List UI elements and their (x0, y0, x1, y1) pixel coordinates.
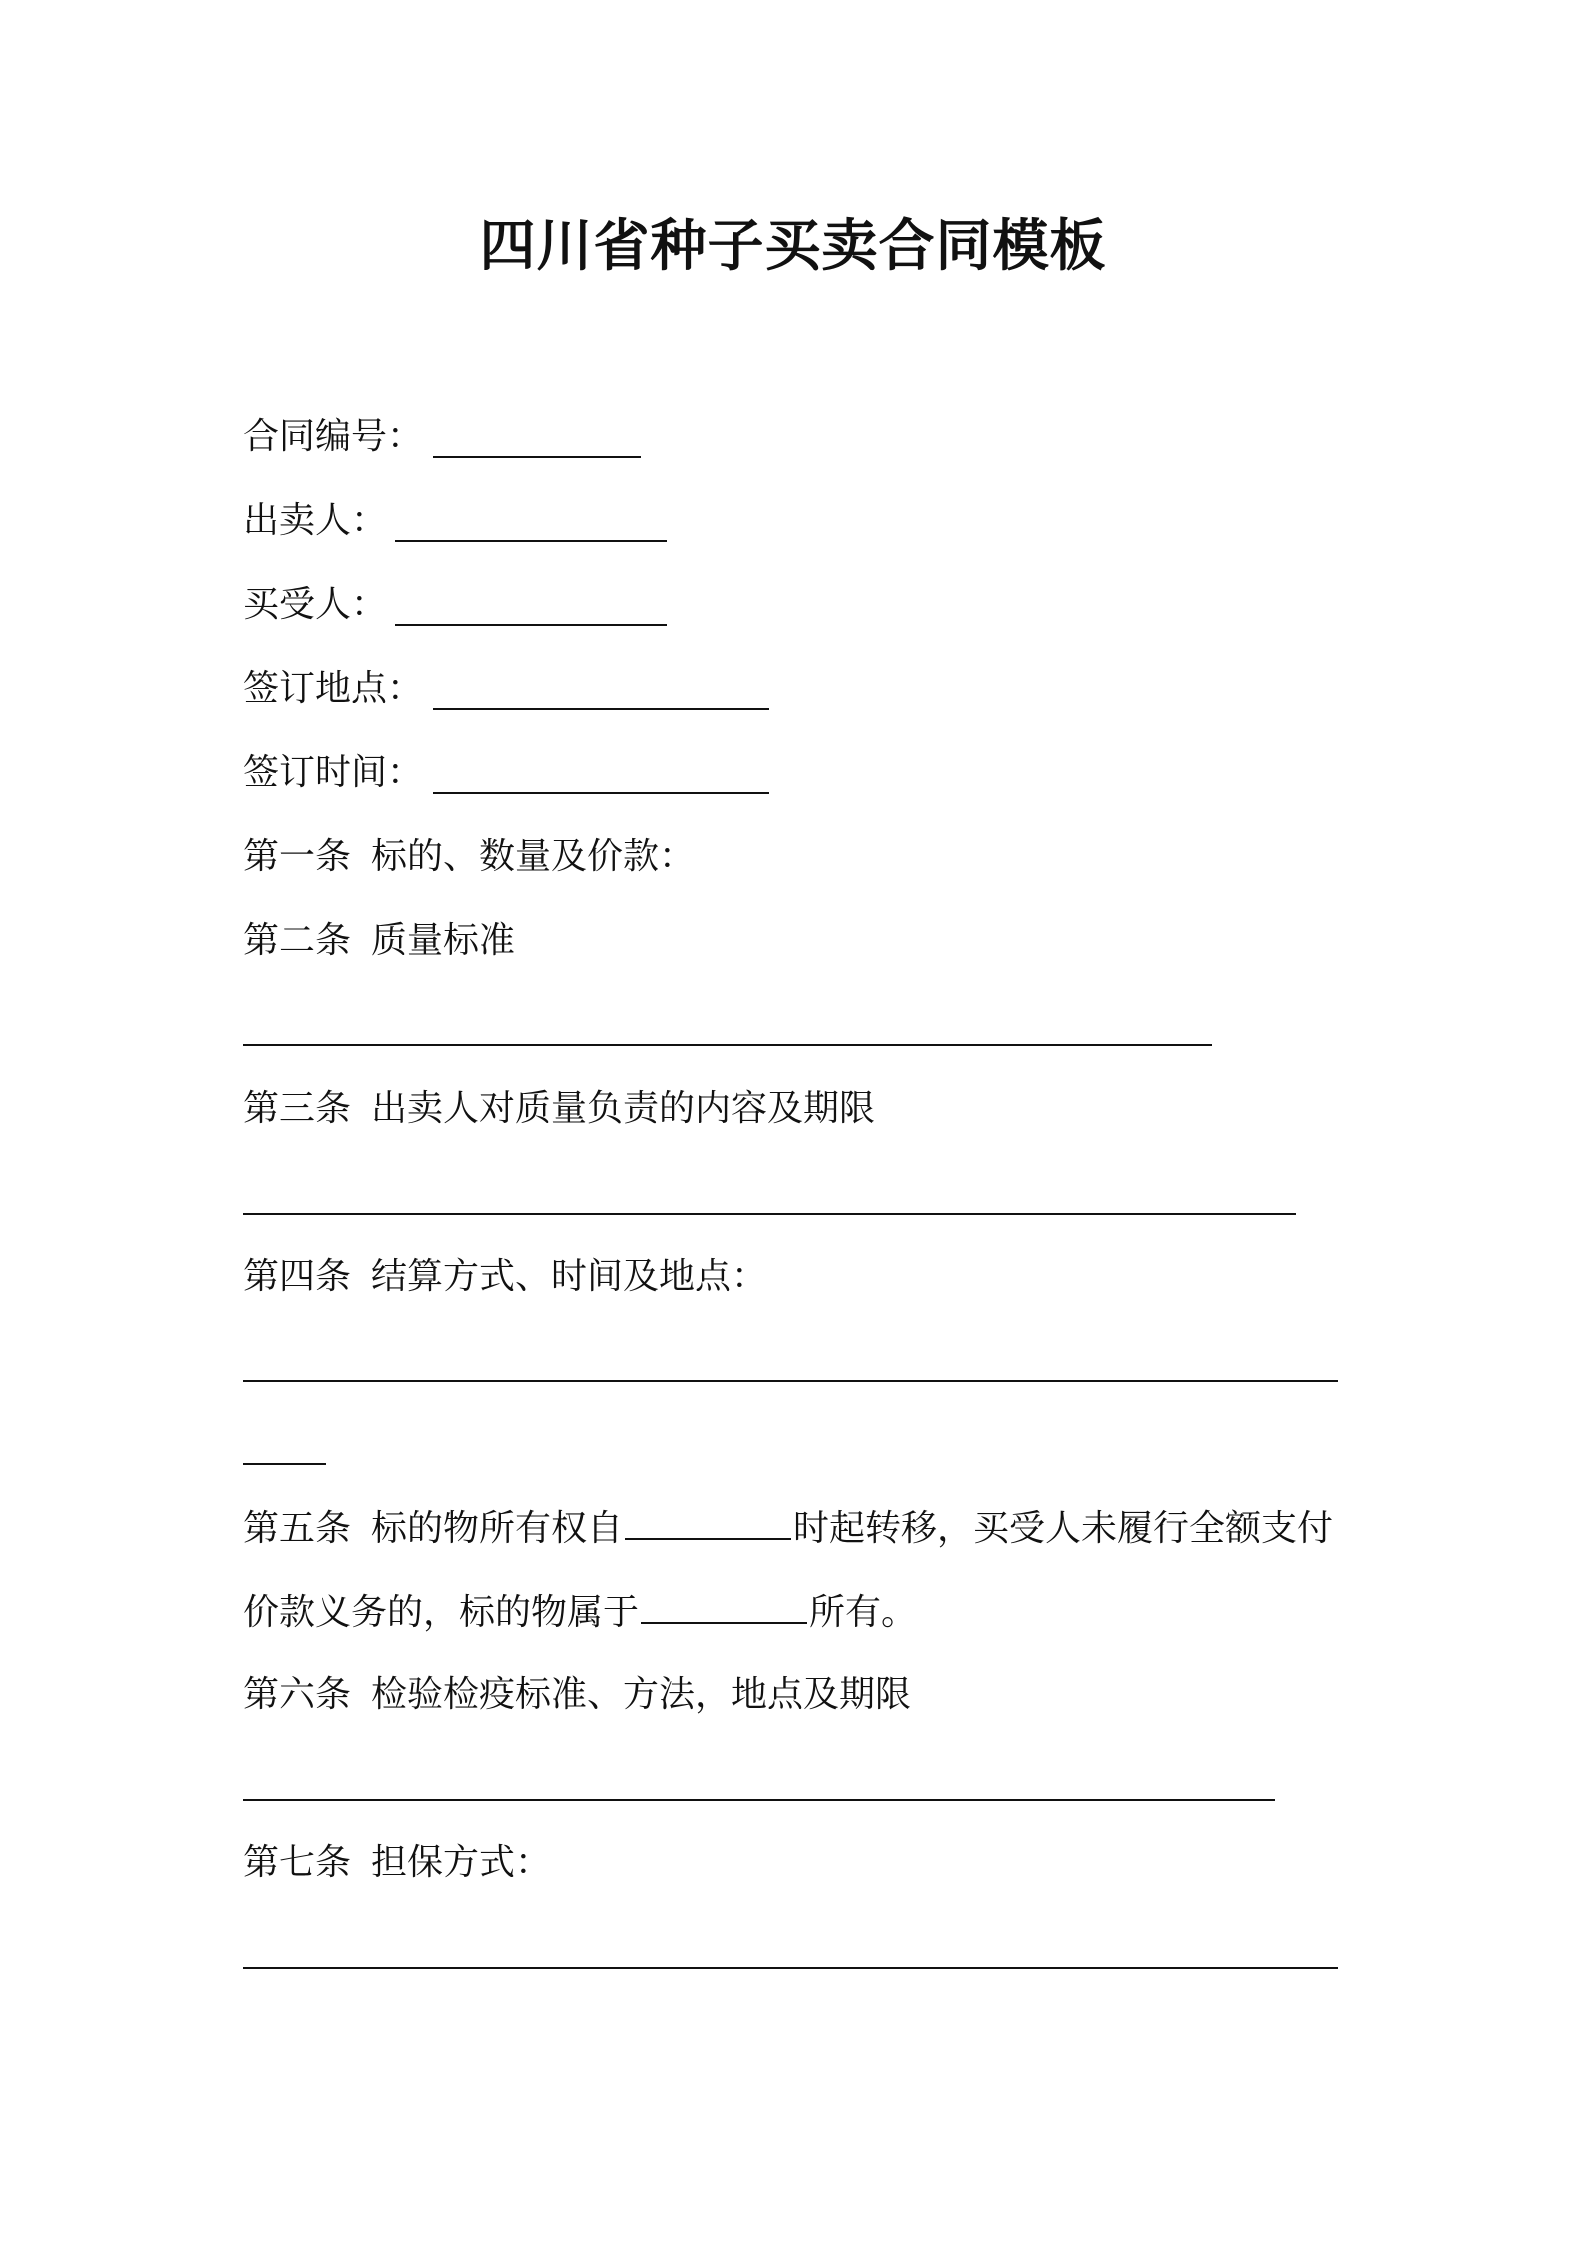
article-4-text: 结算方式、时间及地点： (371, 1256, 768, 1297)
article-1 (243, 832, 695, 882)
article-4-blank-2[interactable] (243, 1463, 326, 1465)
article-1-number: 第一条 (243, 836, 352, 877)
article-3-text: 出卖人对质量负责的内容及期限 (371, 1088, 876, 1129)
article-6-text: 检验检疫标准、方法，地点及期限 (371, 1674, 912, 1715)
contract-number-blank[interactable] (433, 456, 641, 458)
sign-time-line (243, 748, 423, 798)
document-title: 四川省种子买卖合同模板 (479, 214, 1107, 279)
buyer-blank[interactable] (395, 624, 667, 626)
sign-time-label: 签订时间： (243, 752, 424, 793)
article-5-owner-blank[interactable] (641, 1586, 807, 1624)
article-1-text: 标的、数量及价款： (371, 836, 696, 877)
article-6 (243, 1670, 911, 1720)
sign-time-blank[interactable] (433, 792, 769, 794)
contract-number-label: 合同编号： (243, 416, 424, 457)
article-5-text-1: 标的物所有权自 (371, 1508, 624, 1549)
contract-number-line (243, 412, 423, 462)
seller-blank[interactable] (395, 540, 667, 542)
seller-label: 出卖人： (243, 500, 388, 541)
article-4 (243, 1252, 767, 1302)
article-2-text: 质量标准 (371, 920, 516, 961)
article-2 (243, 916, 515, 966)
article-5-text-3: 价款义务的，标的物属于 (243, 1592, 640, 1633)
article-5-text-2: 时起转移，买受人未履行全额支付 (793, 1508, 1334, 1549)
article-7-text: 担保方式： (371, 1842, 552, 1883)
article-7 (243, 1838, 551, 1888)
article-4-number: 第四条 (243, 1256, 352, 1297)
sign-place-line (243, 664, 423, 714)
sign-place-blank[interactable] (433, 708, 769, 710)
article-5-continued (243, 1586, 917, 1638)
seller-line (243, 496, 387, 546)
sign-place-label: 签订地点： (243, 668, 424, 709)
article-3-number: 第三条 (243, 1088, 352, 1129)
article-6-blank[interactable] (243, 1799, 1275, 1801)
article-6-number: 第六条 (243, 1674, 352, 1715)
article-5 (243, 1502, 1333, 1554)
article-5-number: 第五条 (243, 1508, 352, 1549)
article-5-transfer-time-blank[interactable] (625, 1502, 791, 1540)
article-3 (243, 1084, 875, 1134)
article-3-blank[interactable] (243, 1213, 1296, 1215)
buyer-label: 买受人： (243, 584, 388, 625)
article-4-blank-1[interactable] (243, 1380, 1338, 1382)
article-7-blank[interactable] (243, 1967, 1338, 1969)
article-7-number: 第七条 (243, 1842, 352, 1883)
buyer-line (243, 580, 387, 630)
article-2-blank[interactable] (243, 1044, 1212, 1046)
article-2-number: 第二条 (243, 920, 352, 961)
article-5-text-4: 所有。 (809, 1592, 918, 1633)
